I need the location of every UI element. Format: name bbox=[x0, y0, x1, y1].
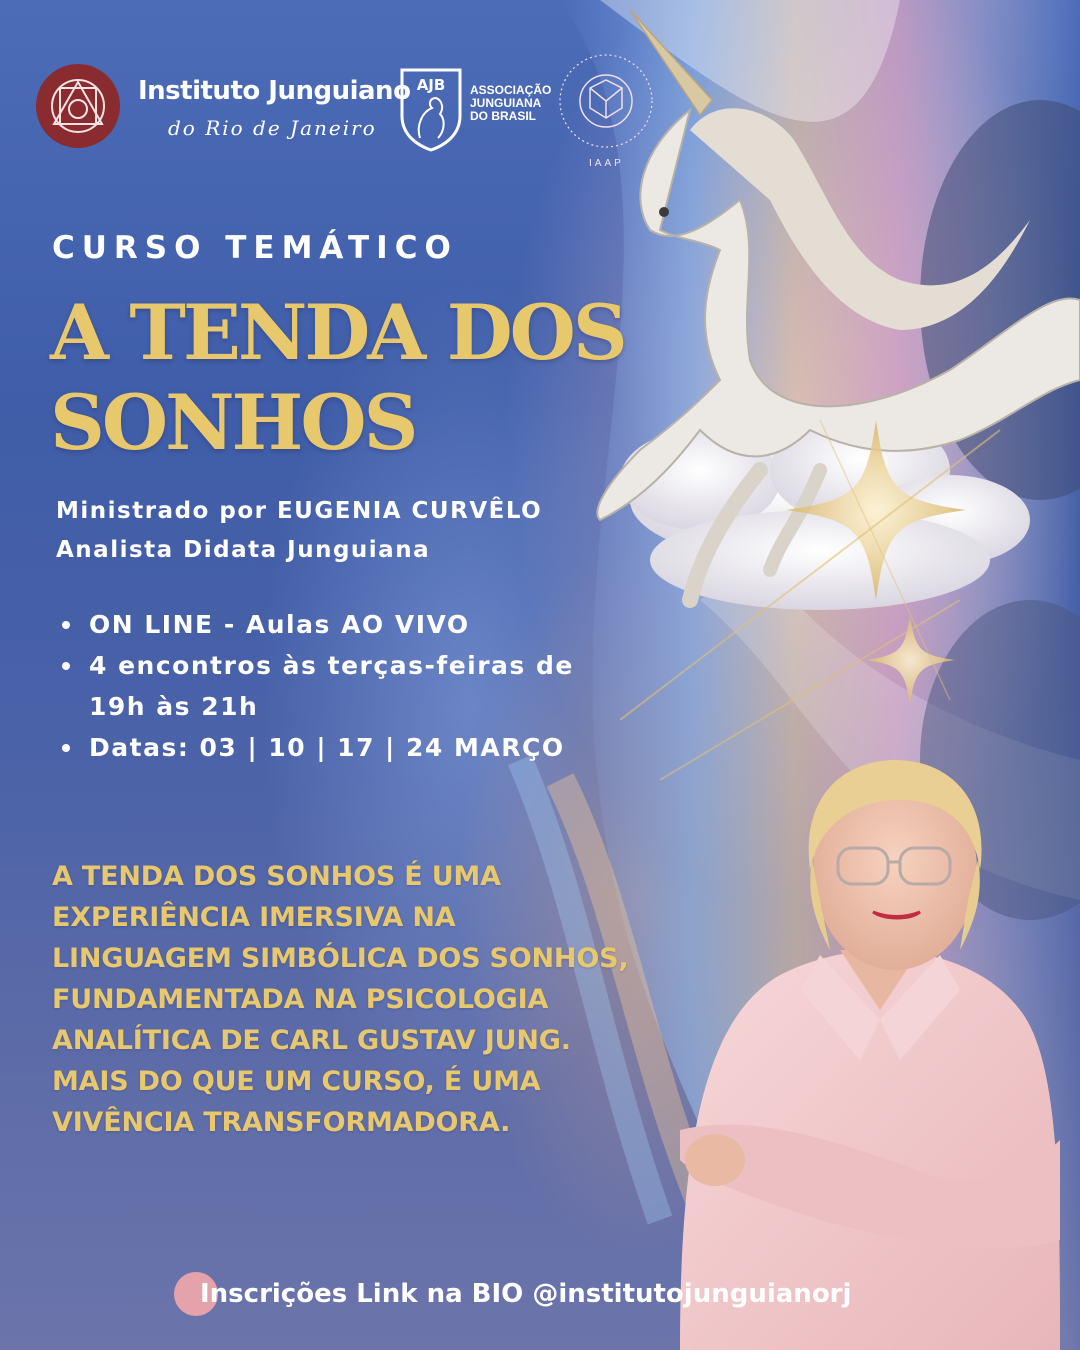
institute-subtitle: do Rio de Janeiro bbox=[168, 116, 377, 140]
ajb-line: DO BRASIL bbox=[470, 109, 536, 123]
instructor-name: Ministrado por EUGENIA CURVÊLO bbox=[56, 498, 543, 524]
instructor-role: Analista Didata Junguiana bbox=[56, 537, 431, 563]
ajb-logo bbox=[398, 66, 464, 152]
detail-item-schedule: 4 encontros às terças-feiras de 19h às 21h bbox=[62, 645, 609, 727]
registration-cta[interactable]: Inscrições Link na BIO @institutojunguianorj bbox=[200, 1279, 852, 1309]
course-title: A TENDA DOS SONHOS bbox=[50, 288, 625, 467]
detail-item-format: ON LINE - Aulas AO VIVO bbox=[62, 604, 609, 645]
ajb-line: JUNGUIANA bbox=[470, 96, 542, 110]
course-details-list bbox=[62, 604, 609, 768]
iaap-label: IAAP bbox=[589, 158, 624, 169]
institute-name: Instituto Junguiano bbox=[138, 76, 411, 106]
ajb-line: ASSOCIAÇÃO bbox=[470, 83, 552, 97]
detail-item-dates: Datas: 03 | 10 | 17 | 24 MARÇO bbox=[62, 727, 609, 768]
course-kicker: CURSO TEMÁTICO bbox=[52, 230, 458, 266]
instructor-info bbox=[56, 492, 542, 570]
course-description: A TENDA DOS SONHOS É UMA EXPERIÊNCIA IMERSIVA NA LINGUAGEM SIMBÓLICA DOS SONHOS, FUNDAMENTADA NA PSICOLOGIA ANALÍTICA DE CARL GUSTAV JUNG. MAIS DO QUE UM CURSO, É UMA VIVÊNCIA TRANSFORMADORA. bbox=[52, 861, 629, 1138]
instituto-junguiano-logo bbox=[36, 64, 120, 148]
ajb-association-name bbox=[470, 84, 551, 123]
ajb-badge-text: AJB bbox=[416, 76, 446, 94]
iaap-logo bbox=[556, 46, 656, 156]
